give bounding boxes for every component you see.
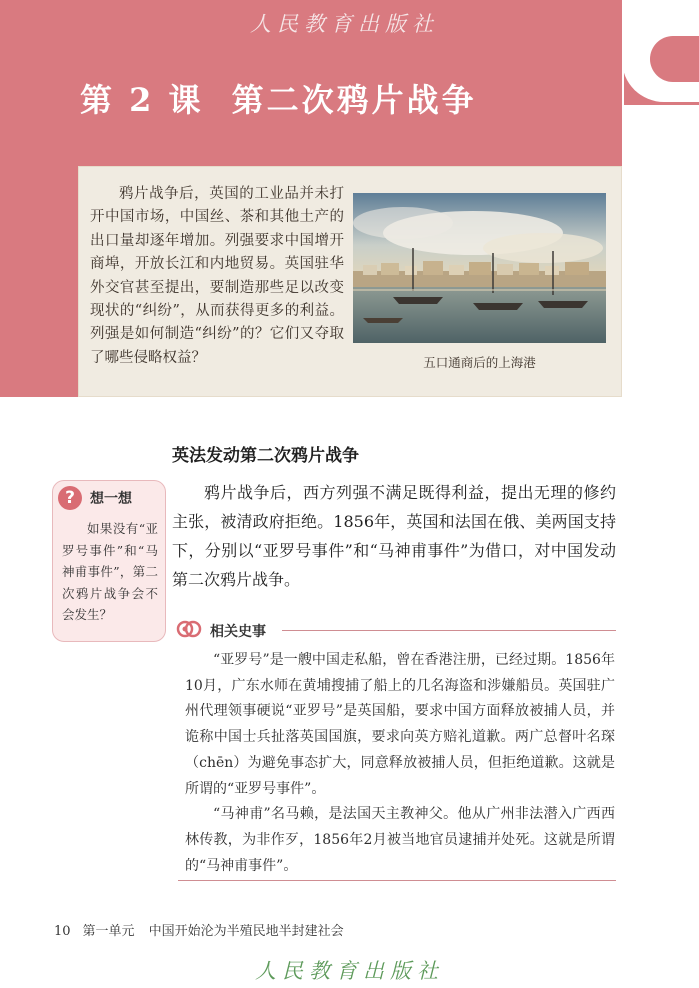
shanghai-port-illustration (353, 193, 606, 343)
related-divider (282, 630, 616, 631)
publisher-logo-top: 人民教育出版社 (250, 12, 439, 36)
page-corner-curl-inner (650, 36, 699, 82)
lesson-number: 第 2 课 (80, 81, 204, 119)
related-paragraph-1: “亚罗号”是一艘中国走私船，曾在香港注册，已经过期。1856年10月，广东水师在黄埔搜捕了船上的几名海盗和涉嫌船员。英国驻广州代理领事硬说“亚罗号”是英国船，要求中国方面释放被捕人员，并诡称中国士兵扯落英国国旗，要求向英方赔礼道歉。两广总督叶名琛（chēn）为避免事态扩大，同意释放被捕人员，但拒绝道歉。这就是所谓的“亚罗号事件”。 (185, 652, 615, 797)
page-number: 10 (54, 924, 71, 939)
intro-text: 鸦片战争后，英国的工业品并未打开中国市场，中国丝、茶和其他土产的出口量却逐年增加。列强要求中国增开商埠，开放长江和内地贸易。英国驻华外交官甚至提出，要制造那些足以改变现状的“纠纷”，从而获得更多的利益。列强是如何制造“纠纷”的？它们又夺取了哪些侵略权益？ (90, 186, 344, 366)
think-text: 如果没有“亚罗号事件”和“马神甫事件”，第二次鸦片战争会不会发生？ (62, 521, 158, 622)
photo-caption: 五口通商后的上海港 (423, 355, 536, 370)
think-title: 想一想 (90, 491, 132, 507)
lesson-title (80, 75, 477, 121)
history-swirl-icon (176, 616, 202, 642)
section-heading: 英法发动第二次鸦片战争 (172, 446, 359, 466)
publisher-logo-bottom: 人民教育出版社 (255, 959, 444, 983)
section-body: 鸦片战争后，西方列强不满足既得利益，提出无理的修约主张，被清政府拒绝。1856年，英国和法国在俄、美两国支持下，分别以“亚罗号事件”和“马神甫事件”为借口，对中国发动第二次鸦片战争。 (172, 483, 616, 589)
unit-label: 第一单元 (82, 924, 135, 939)
related-paragraph-2: “马神甫”名马赖，是法国天主教神父。他从广州非法潜入广西西林传教，为非作歹，1856年2月被当地官员逮捕并处死。这就是所谓的“马神甫事件”。 (185, 806, 615, 874)
related-text (185, 648, 615, 879)
related-title: 相关史事 (210, 624, 266, 640)
related-bottom-divider (178, 880, 616, 881)
shanghai-port-photo (353, 193, 606, 343)
question-icon: ? (58, 486, 82, 510)
page-footer (54, 920, 344, 939)
unit-title: 中国开始沦为半殖民地半封建社会 (148, 924, 344, 939)
lesson-name: 第二次鸦片战争 (231, 81, 477, 119)
